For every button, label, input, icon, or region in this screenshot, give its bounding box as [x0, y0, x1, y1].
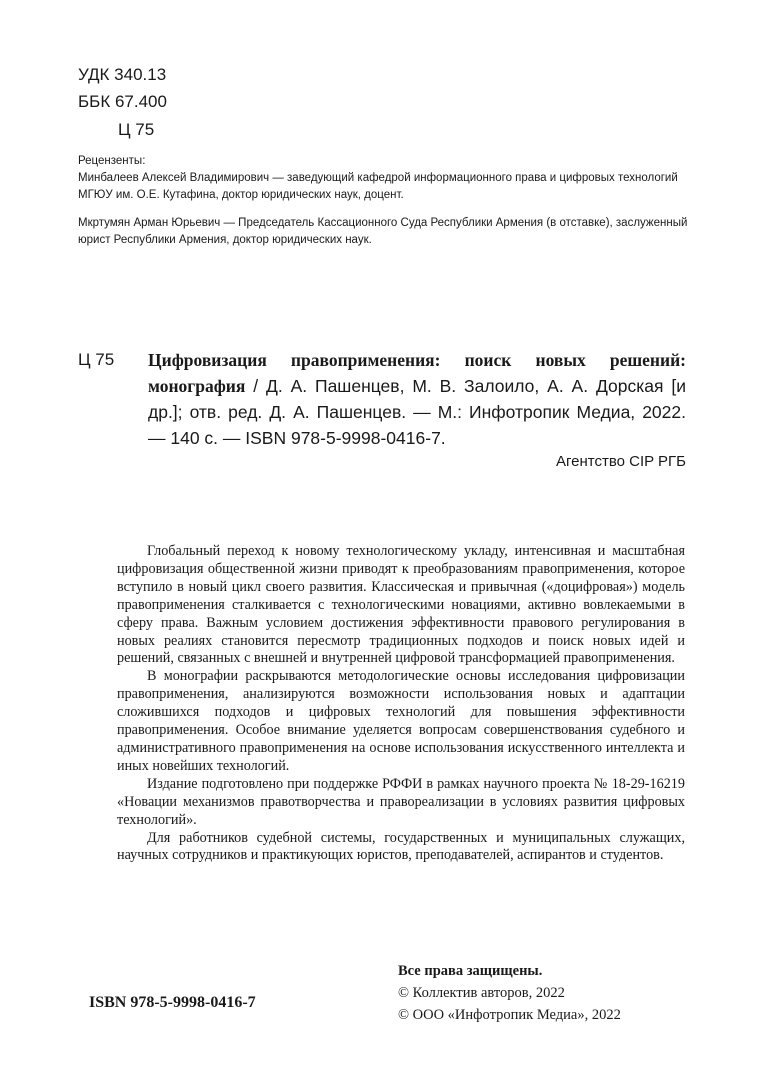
- isbn: ISBN 978-5-9998-0416-7: [89, 994, 256, 1011]
- reviewer-entry: Мкртумян Арман Юрьевич — Председатель Кассационного Суда Республики Армения (в отставке), заслуженный юрист Республики Армения, доктор юридических наук.: [78, 217, 688, 246]
- reviewers-heading: Рецензенты:: [78, 155, 146, 167]
- book-title: Цифровизация правоприменения: поиск новых решений: монография: [148, 350, 686, 396]
- bbk-code: ББК 67.400: [78, 92, 167, 111]
- bib-author-mark: Ц 75: [78, 350, 115, 369]
- annotation: [117, 543, 685, 865]
- cip-agency: Агентство CIP РГБ: [555, 453, 686, 470]
- author-mark-code: Ц 75: [118, 120, 155, 139]
- rights-block: [398, 960, 621, 1026]
- copyright-authors: © Коллектив авторов, 2022: [398, 985, 565, 1001]
- annotation-paragraph: Глобальный переход к новому технологическому укладу, интенсивная и масштабная цифровизация общественной жизни приводят к преобразованиям правоприменения, которое вступило в новый цикл своего развития. Классическая и привычная («доцифровая») модель правоприменения сталкивается с технологическими новациями, активно вовлекаемыми в сферу права. Важным условием достижения эффективности правового регулирования в новых реалиях становится пересмотр традиционных подходов и поиск новых идей и решений, связанных с внешней и внутренней цифровой трансформацией правоприменения.: [117, 543, 685, 667]
- reviewer-entry: Минбалеев Алексей Владимирович — заведующий кафедрой информационного права и цифровых технологий МГЮУ им. О.Е. Кутафина, доктор юридических наук, доцент.: [78, 172, 678, 201]
- bibliographic-record: [148, 347, 686, 451]
- annotation-paragraph: В монографии раскрываются методологические основы исследования цифровизации правоприменения, анализируются возможности использования новых и адаптации сложившихся подходов и цифровых технологий для повышения эффективности правоприменения. Особое внимание уделяется вопросам совершенствования судебного и административного правоприменения на основе использования искусственного интеллекта и иных новейших технологий.: [117, 668, 685, 774]
- udk-code: УДК 340.13: [78, 65, 167, 84]
- rights-reserved: Все права защищены.: [398, 963, 543, 979]
- annotation-paragraph: Для работников судебной системы, государственных и муниципальных служащих, научных сотрудников и практикующих юристов, преподавателей, аспирантов и студентов.: [117, 829, 685, 864]
- annotation-paragraph: Издание подготовлено при поддержке РФФИ в рамках научного проекта № 18-29-16219 «Новации механизмов правотворчества и правореализации в условиях развития цифровых технологий».: [117, 775, 685, 828]
- copyright-publisher: © ООО «Инфотропик Медиа», 2022: [398, 1007, 621, 1023]
- bib-details: / Д. А. Пашенцев, М. В. Залоило, А. А. Дорская [и др.]; отв. ред. Д. А. Пашенцев. — М.: Инфотропик Медиа, 2022. — 140 с. — ISBN 978-5-9998-0416-7.: [148, 376, 686, 448]
